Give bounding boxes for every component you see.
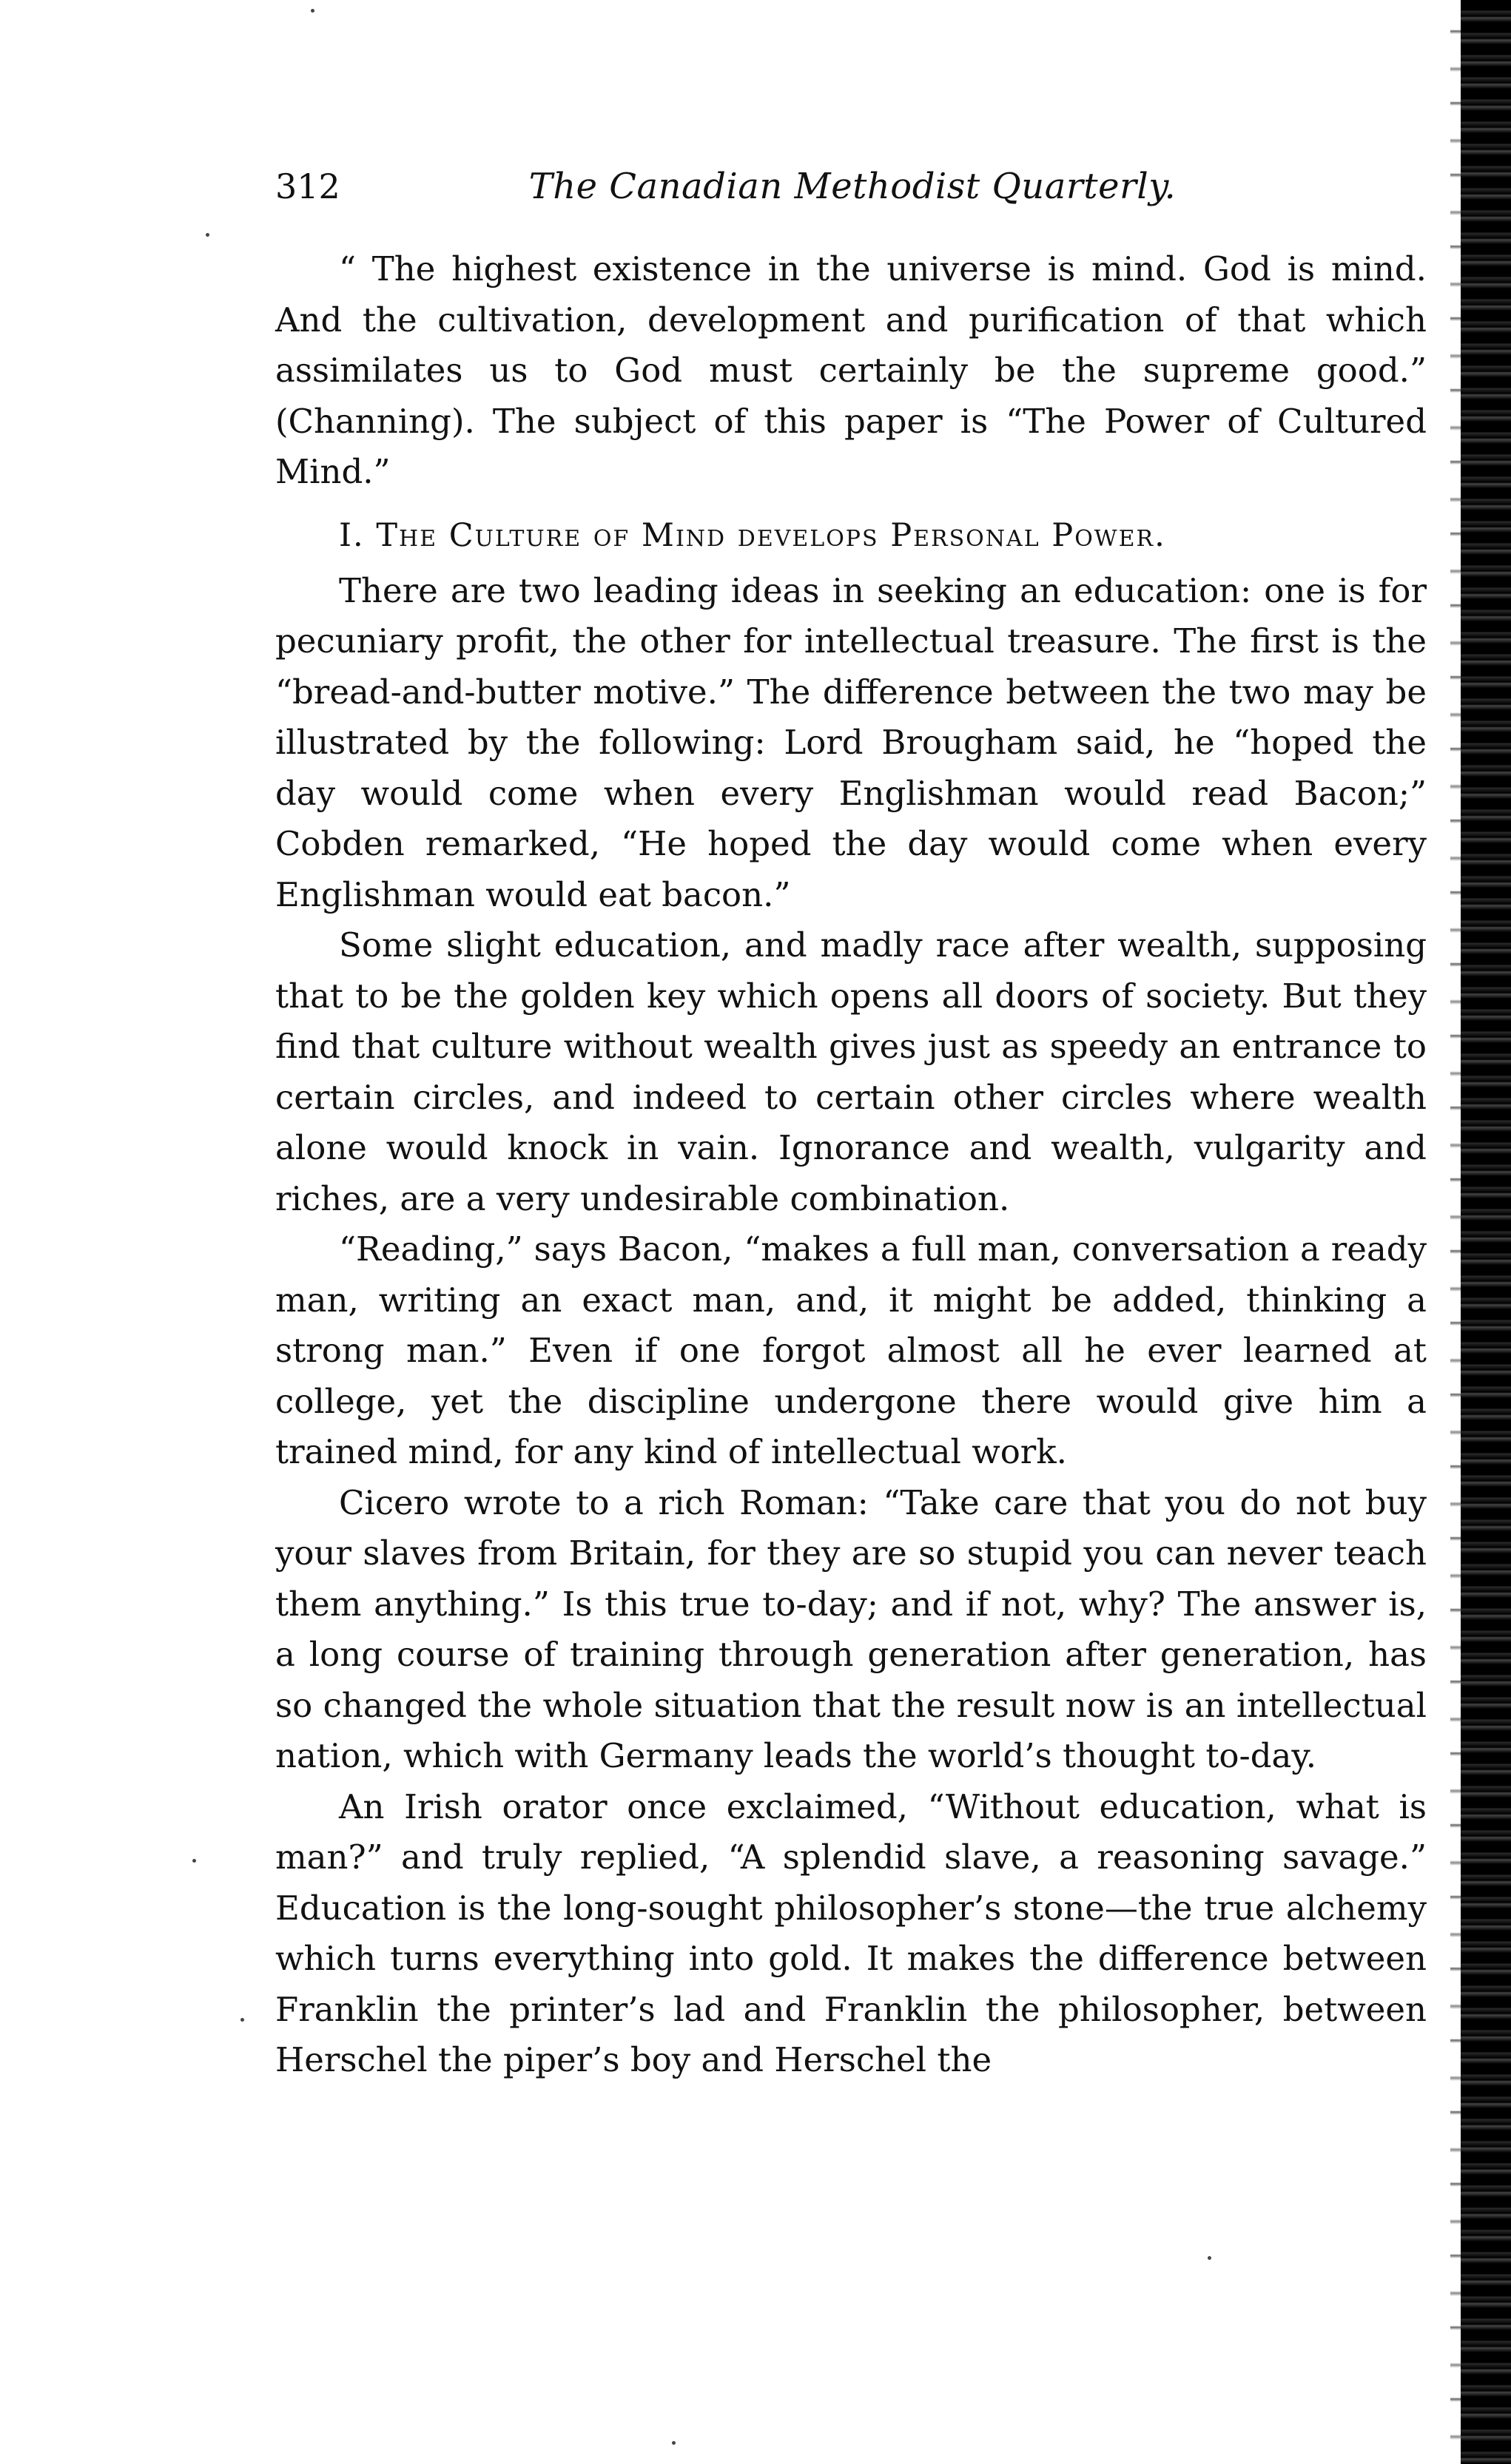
running-title: The Canadian Methodist Quarterly. bbox=[528, 166, 1177, 207]
scan-speck bbox=[311, 9, 314, 13]
paragraph-irish-orator: An Irish orator once exclaimed, “Without education, what is man?” and truly replied, “A splendid slave, a reasoning savage.” Education is the long-sought philosopher’s stone—the true alchemy which turns everything into gold. It makes the difference between Franklin the printer’s lad and Franklin the philosopher, between Herschel the piper’s boy and Herschel the bbox=[275, 1786, 1427, 2079]
scan-speck bbox=[206, 233, 209, 237]
paragraph-opening-quote: “ The highest existence in the universe is mind. God is mind. And the cultivation, development and purification of that which assimilates us to God must certainly be the supreme good.” (Channing). The subject of this paper is “The Power of Cultured Mind.” bbox=[275, 249, 1427, 491]
page-number: 312 bbox=[275, 166, 340, 206]
scan-speck bbox=[240, 2018, 244, 2022]
scan-speck bbox=[1208, 2256, 1211, 2260]
paragraph-cicero: Cicero wrote to a rich Roman: “Take care that you do not buy your slaves from Britain, for they are so stupid you can never teach them anything.” Is this true to-day; and if not, why? The answer is, a long course of training through generation after generation, has so changed the whole situation that the result now is an intellectual nation, which with Germany leads the world’s thought to-day. bbox=[275, 1482, 1427, 1775]
paragraph-wealth: Some slight education, and madly race after wealth, supposing that to be the golden key which opens all doors of society. But they find that culture without wealth gives just as speedy an entrance to certain circles, and indeed to certain other circles where wealth alone would knock in vain. Ignorance and wealth, vulgarity and riches, are a very undesirable combination. bbox=[275, 925, 1427, 1218]
paragraph-bacon-quote: “Reading,” says Bacon, “makes a full man, conversation a ready man, writing an exact man, and, it might be added, thinking a strong man.” Even if one forgot almost all he ever learned at college, yet the discipline undergone there would give him a trained mind, for any kind of intellectual work. bbox=[275, 1229, 1427, 1471]
scan-speck bbox=[192, 1859, 196, 1863]
scan-edge-shadow bbox=[1450, 0, 1461, 2464]
section-heading: I. The Culture of Mind develops Personal Power. bbox=[339, 516, 1166, 554]
scan-edge bbox=[1461, 0, 1511, 2464]
body-text bbox=[275, 244, 1427, 2086]
running-header bbox=[275, 164, 1430, 223]
scan-speck bbox=[672, 2441, 676, 2445]
paragraph-education-motives: There are two leading ideas in seeking an education: one is for pecuniary profit, the other for intellectual treasure. The first is the “bread-and-butter motive.” The difference between the two may be illustrated by the following: Lord Brougham said, he “hoped the day would come when every Englishman would read Bacon;” Cobden remarked, “He hoped the day would come when every Englishman would eat bacon.” bbox=[275, 570, 1427, 914]
